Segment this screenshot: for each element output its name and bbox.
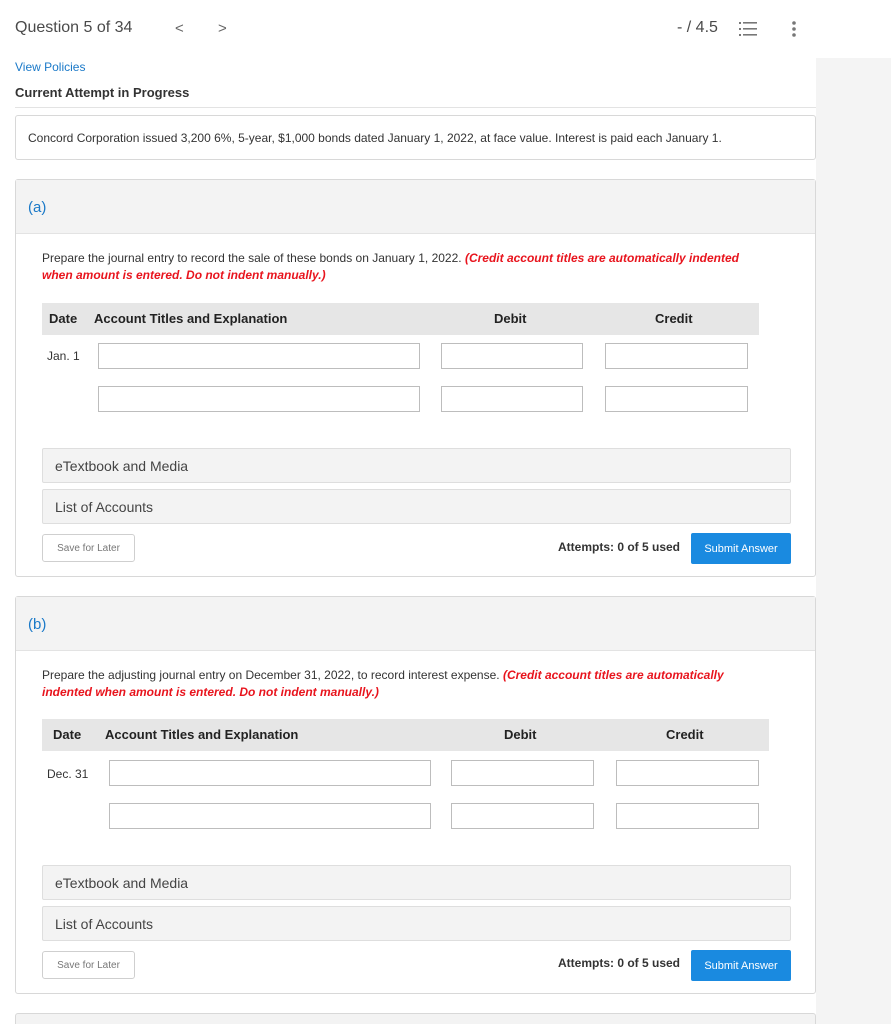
row-date: Dec. 31 [47,767,89,781]
col-header-date: Date [49,311,78,326]
attempts-counter: Attempts: 0 of 5 used [558,540,681,554]
col-header-credit: Credit [666,727,704,742]
submit-answer-button[interactable]: Submit Answer [691,533,791,564]
credit-input[interactable] [616,803,759,829]
attempt-status: Current Attempt in Progress [15,85,190,100]
credit-input[interactable] [616,760,759,786]
debit-input[interactable] [441,343,583,369]
right-gutter [816,58,891,1024]
debit-input[interactable] [441,386,583,412]
indent-note: (Credit account titles are automatically indented when amount is entered. Do not indent manually.) [42,251,740,282]
debit-input[interactable] [451,803,594,829]
previous-question-button[interactable]: < [175,20,184,37]
save-for-later-button[interactable]: Save for Later [42,534,135,562]
submit-answer-button[interactable]: Submit Answer [691,950,791,981]
next-question-button[interactable]: > [218,20,227,37]
account-title-input[interactable] [109,803,431,829]
journal-table-header [42,303,759,335]
next-part-panel-edge [15,1013,816,1024]
journal-table-header [42,719,769,751]
question-score: - / 4.5 [677,19,718,36]
list-of-accounts-accordion[interactable]: List of Accounts [42,906,791,941]
col-header-debit: Debit [504,727,537,742]
save-for-later-button[interactable]: Save for Later [42,951,135,979]
credit-input[interactable] [605,343,748,369]
indent-note: (Credit account titles are automatically indented when amount is entered. Do not indent manually.) [42,668,724,699]
row-date: Jan. 1 [47,349,80,363]
etextbook-accordion[interactable]: eTextbook and Media [42,448,791,483]
debit-input[interactable] [451,760,594,786]
divider [15,107,816,108]
col-header-account: Account Titles and Explanation [94,311,288,326]
question-list-icon[interactable] [739,20,757,38]
col-header-debit: Debit [494,311,527,326]
part-a-instructions [42,250,772,284]
view-policies-link[interactable]: View Policies [15,60,86,74]
account-title-input[interactable] [109,760,431,786]
part-b-panel [15,596,816,994]
part-b-label: (b) [16,597,815,651]
credit-input[interactable] [605,386,748,412]
instruction-text: Prepare the journal entry to record the sale of these bonds on January 1, 2022. [42,251,462,265]
col-header-credit: Credit [655,311,693,326]
account-title-input[interactable] [98,386,420,412]
list-of-accounts-accordion[interactable]: List of Accounts [42,489,791,524]
account-title-input[interactable] [98,343,420,369]
part-b-instructions [42,667,772,701]
attempts-counter: Attempts: 0 of 5 used [558,956,681,970]
instruction-text: Prepare the adjusting journal entry on December 31, 2022, to record interest expense. [42,668,500,682]
col-header-account: Account Titles and Explanation [105,727,299,742]
top-bar [0,0,891,58]
part-a-panel [15,179,816,577]
question-counter: Question 5 of 34 [15,19,133,36]
etextbook-accordion[interactable]: eTextbook and Media [42,865,791,900]
part-a-label: (a) [16,180,815,234]
problem-statement: Concord Corporation issued 3,200 6%, 5-year, $1,000 bonds dated January 1, 2022, at face value. Interest is paid each January 1. [15,115,816,160]
more-options-icon[interactable] [789,19,799,39]
col-header-date: Date [53,727,82,742]
